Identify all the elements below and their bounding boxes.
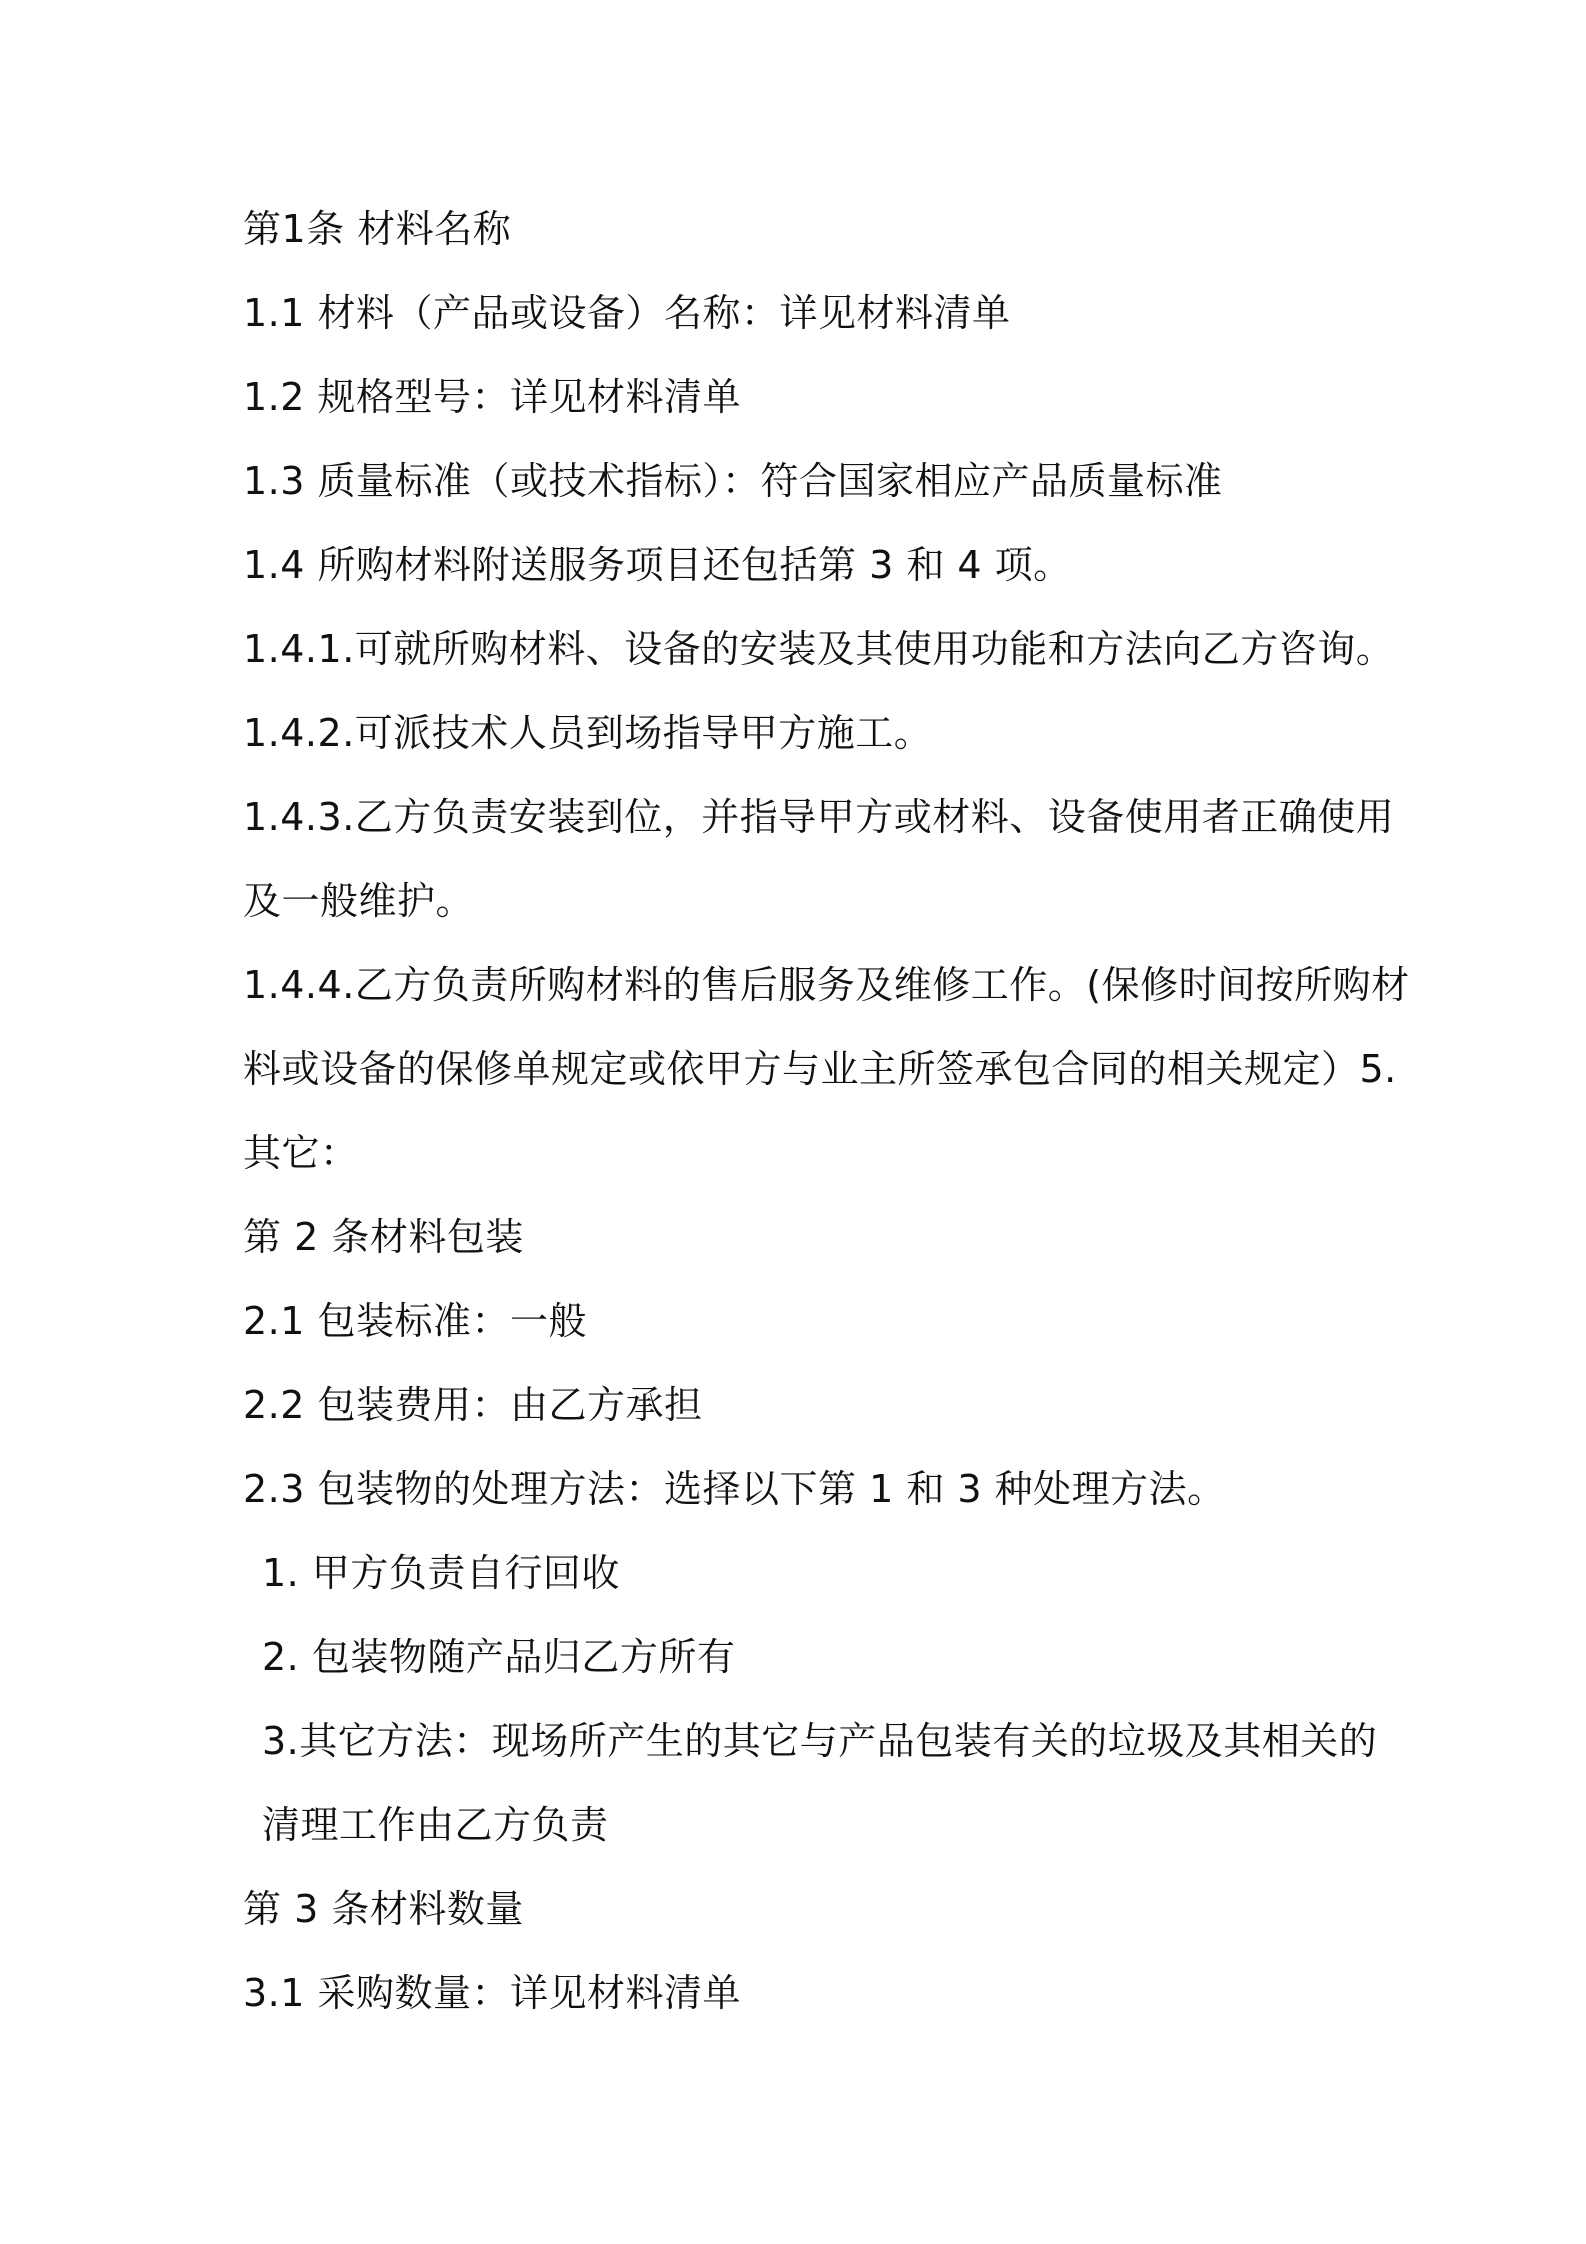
option-3: 3.其它方法：现场所产生的其它与产品包装有关的垃圾及其相关的 bbox=[262, 1719, 1378, 1763]
clause-1-1: 1.1 材料（产品或设备）名称：详见材料清单 bbox=[243, 291, 1011, 335]
clause-1-4-3-cont: 及一般维护。 bbox=[243, 879, 475, 923]
clause-1-3: 1.3 质量标准（或技术指标）：符合国家相应产品质量标准 bbox=[243, 459, 1223, 503]
clause-2-2: 2.2 包装费用：由乙方承担 bbox=[243, 1383, 703, 1427]
clause-1-4: 1.4 所购材料附送服务项目还包括第 3 和 4 项。 bbox=[243, 543, 1072, 587]
option-2: 2. 包装物随产品归乙方所有 bbox=[262, 1635, 736, 1679]
clause-1-4-4: 1.4.4.乙方负责所购材料的售后服务及维修工作。(保修时间按所购材 bbox=[243, 963, 1410, 1007]
clause-3-1: 3.1 采购数量：详见材料清单 bbox=[243, 1971, 742, 2015]
article-3-heading: 第 3 条材料数量 bbox=[243, 1887, 524, 1931]
clause-1-4-2: 1.4.2.可派技术人员到场指导甲方施工。 bbox=[243, 711, 933, 755]
article-1-heading: 第1条 材料名称 bbox=[243, 207, 512, 251]
option-1: 1. 甲方负责自行回收 bbox=[262, 1551, 620, 1595]
clause-1-4-3: 1.4.3.乙方负责安装到位，并指导甲方或材料、设备使用者正确使用 bbox=[243, 795, 1395, 839]
option-3-cont: 清理工作由乙方负责 bbox=[262, 1803, 609, 1847]
article-2-heading: 第 2 条材料包装 bbox=[243, 1215, 524, 1259]
clause-1-2: 1.2 规格型号：详见材料清单 bbox=[243, 375, 742, 419]
clause-2-1: 2.1 包装标准：一般 bbox=[243, 1299, 588, 1343]
clause-2-3: 2.3 包装物的处理方法：选择以下第 1 和 3 种处理方法。 bbox=[243, 1467, 1226, 1511]
clause-1-4-1: 1.4.1.可就所购材料、设备的安装及其使用功能和方法向乙方咨询。 bbox=[243, 627, 1395, 671]
clause-1-4-4-cont: 料或设备的保修单规定或依甲方与业主所签承包合同的相关规定）5. bbox=[243, 1047, 1397, 1091]
clause-other: 其它： bbox=[243, 1131, 359, 1175]
